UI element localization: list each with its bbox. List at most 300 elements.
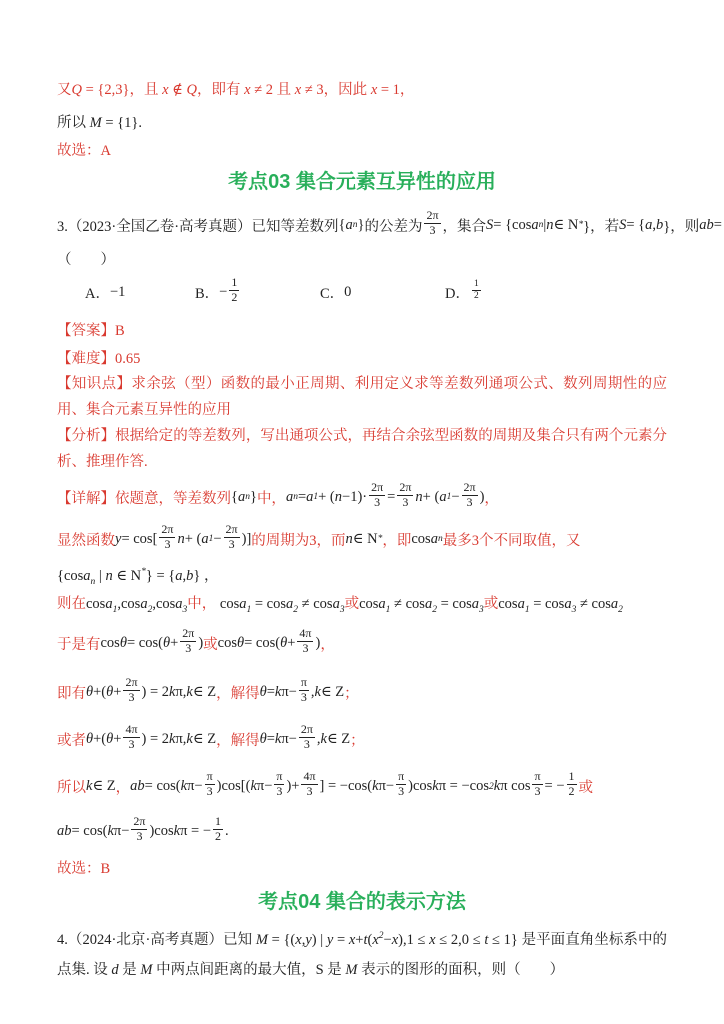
question-3-options [57,274,667,310]
text-run: −1)· [342,488,368,505]
fraction: $\frac{\pi}{3}$ [534,769,541,799]
math-var: S [619,216,627,233]
text-run: ) = 2 [141,684,170,701]
math-var: k [180,778,188,795]
detail-line-4 [57,592,667,615]
answer-choice-line [57,139,667,160]
text-run: + [113,731,122,748]
text-run: = [266,684,275,701]
math-var: a [105,595,113,612]
fraction: $\frac{2\pi}{3}$ [161,521,174,551]
text-run: π, [175,731,187,748]
text-run: π− [378,778,395,795]
subscript: 3 [339,604,345,615]
text-run: ， [200,568,219,584]
math-var: M [140,961,153,978]
text-run: + [113,684,122,701]
text-run: ) = 2 [141,731,170,748]
math-var: a [531,216,539,233]
math-var: k [186,684,193,701]
text-run: 中， [187,595,217,612]
option-label: D． [445,285,470,302]
math-var: k [372,778,379,795]
text-run: 表示的图形的面积，则（ ） [357,961,565,978]
math-var: a [286,595,294,612]
fraction: $\frac{2\pi}{3}$ [371,479,384,509]
math-var: ab [57,823,72,840]
math-var: θ [162,635,171,652]
math-var: a [175,595,183,612]
text-run: π− [281,731,297,748]
math-var: k [186,731,193,748]
text-run: = [266,731,275,748]
text-run: ∈ Z [192,684,217,701]
math-var: Q [186,82,197,98]
math-var: b [186,568,194,584]
text-run: ∈ N [352,530,378,547]
math-var: k [432,778,439,795]
fraction: $\frac{2\pi}{3}$ [182,626,195,656]
math-var: a [201,530,209,547]
math-var: a [517,595,525,612]
math-var: a [332,595,340,612]
math-var: a [645,216,653,233]
detail-line-8 [57,767,667,807]
subscript: 1 [524,604,530,615]
text-run: 【分析】根据给定的等差数列，写出通项公式，再结合余弦型函数的周期及集合只有两个元素分析、推理作答. [57,428,667,470]
math-var: a [430,530,438,547]
subscript: 3 [182,604,188,615]
subscript: n [90,576,96,587]
text-run: 中， [256,490,286,507]
detail-line-5 [57,624,667,664]
math-var: θ [237,635,245,652]
option [195,274,320,307]
fraction: $\frac{\pi}{3}$ [300,675,307,705]
knowledge-points-para [57,371,667,423]
detail-line-3 [57,564,667,587]
subscript: 2 [618,604,623,615]
text-run: ) [315,635,321,652]
text-run: ) [479,488,485,505]
math-var: x [391,931,399,948]
text-run: ∉ [168,82,187,98]
fraction: $\frac{4\pi}{3}$ [125,722,138,752]
text-run: , [182,568,187,584]
text-run: cos [216,595,240,612]
fraction: $\frac{\pi}{3}$ [398,769,405,799]
text-run: = [387,488,396,505]
text-run: π = −cos [438,778,489,795]
text-run: +( [93,731,107,748]
option [85,282,195,303]
math-var: x [295,931,302,948]
math-var: a [285,488,294,505]
subscript: 1 [112,604,118,615]
subscript: 3 [571,604,577,615]
text-run: 或者 [57,733,86,750]
text-run: } [357,216,365,233]
text-run: ,cos [152,595,176,612]
text-run: = − [544,778,565,795]
text-run: + [355,931,364,948]
text-run: = cos( [126,635,163,652]
math-var: k [173,823,181,840]
text-run: ∈ Z [326,731,351,748]
fraction: $\frac{1}{2}$ [473,279,479,301]
text-run: − [213,530,222,547]
text-run: 【详解】依题意，等差数列 [57,490,231,507]
text-run: )] [241,530,252,547]
text-run: π− [113,823,130,840]
text-run: = [333,931,349,948]
text-run: ∈ Z [192,731,217,748]
text-run: ) | [311,931,327,948]
text-run: { [231,488,238,505]
text-run: cos [86,595,106,612]
math-var: a [306,488,314,505]
text-run: cos [359,595,379,612]
text-run: + ( [422,488,440,505]
math-var: x [348,931,356,948]
text-run: 是 [118,961,141,978]
subscript: 1 [446,492,452,502]
text-run: = 1， [377,82,415,98]
text-run: , [652,216,656,233]
text-run: = {1}. [101,115,142,131]
text-run: ， [320,637,335,654]
detail-line-7 [57,720,667,760]
text-run: = {( [267,931,296,948]
fraction: $\frac{4\pi}{3}$ [303,769,316,799]
fraction: $\frac{2\pi}{3}$ [225,521,238,551]
text-run: = [297,488,307,505]
fraction: $\frac{2\pi}{3}$ [399,479,412,509]
math-var: y [326,931,334,948]
math-var: x [370,82,378,98]
text-run: 于是有 [57,637,101,654]
text-run: 或 [344,595,360,612]
math-var: a [424,595,433,612]
fraction: $\frac{2\pi}{3}$ [133,814,146,844]
math-var: a [83,568,91,584]
answer-choice-line-q3 [57,857,667,878]
math-var: a [140,595,148,612]
math-var: M [345,961,358,978]
text-run: 【答案】B [57,323,125,339]
subscript: n [538,220,544,230]
fraction: $\frac{\pi}{3}$ [206,769,213,799]
text-run: ( [367,931,373,948]
math-var: n [334,488,343,505]
option-label: B． [195,285,220,302]
text-run: ] = −cos( [319,778,373,795]
math-var: n [546,216,554,233]
math-var: k [250,778,257,795]
text-run: +( [93,684,107,701]
text-run: } [249,488,257,505]
math-var: ab [130,778,145,795]
question-3-stem [57,205,722,245]
math-var: a [610,595,619,612]
subscript: n [293,492,298,502]
text-run: π− [281,684,297,701]
math-var: k [169,731,176,748]
math-var: k [274,731,282,748]
text-run: ≤ 1} 是平面直角坐标系中的点集. 设 [57,931,668,978]
math-var: a [237,488,246,505]
math-var: y [305,931,312,948]
text-run: 故选：B [57,860,111,877]
detail-line-6 [57,673,667,713]
text-run: 即有 [57,686,86,703]
text-run: ； [344,686,359,703]
text-run: + ( [318,488,335,505]
text-run: 所以 [57,115,90,131]
math-var: k [107,823,114,840]
subscript: 2 [293,604,299,615]
text-run: = cos( [244,635,281,652]
text-run: { [338,216,346,233]
text-run: ， [115,780,131,797]
text-run: 或 [483,595,499,612]
math-var: M [255,931,268,948]
text-run: }，则 [663,218,700,235]
math-var: d [111,961,119,978]
text-run: （ ） [57,252,115,268]
text-run: ∈ Z [92,778,116,795]
math-var: k [86,778,93,795]
text-run: , [316,731,321,748]
math-var: n [345,530,353,547]
subscript: n [245,492,250,502]
subscript: 2 [432,604,437,615]
text-run: 故选：A [57,143,111,159]
text-run: )cos [149,823,174,840]
math-var: k [274,684,282,701]
math-var: t [484,931,489,948]
fraction: $\frac{2\pi}{3}$ [463,479,476,509]
text-run: }，若 [583,218,620,235]
math-var: k [169,684,176,701]
text-run: } = { [145,568,176,584]
text-run: ≠ cos [576,595,611,612]
text-run: 的周期为3，而 [251,532,346,549]
text-run: 的公差为 [364,218,423,235]
text-run: } [193,568,201,584]
text-run: | [95,568,106,584]
superscript: * [377,534,383,544]
math-var: k [314,684,321,701]
math-var: θ [259,684,267,701]
text-run: = {cos [493,216,532,233]
math-var: n [105,568,113,584]
superscript: 2 [378,930,384,941]
superscript: * [141,567,146,578]
subscript: 1 [208,534,214,544]
question-3-paren [57,248,667,269]
text-run: ),1 ≤ [398,931,430,948]
text-run: ； [350,733,365,750]
text-run: π = − [180,823,212,840]
text-run: = [713,216,722,233]
math-var: k [320,731,327,748]
math-var: M [89,115,102,131]
text-run: cos [411,530,431,547]
text-run: = cos [251,595,287,612]
math-var: x [244,82,251,98]
analysis-para [57,423,667,475]
math-var: a [564,595,572,612]
detail-line-2 [57,519,667,559]
math-var: Q [71,82,82,98]
section-heading-03: 考点03 集合元素互异性的应用 [228,171,496,193]
fraction: $\frac{1}{2}$ [215,814,222,844]
fraction: $\frac{\pi}{3}$ [276,769,283,799]
math-var: x [162,82,169,98]
text-run: − [219,283,228,300]
math-var: y [115,530,122,547]
text-run: ，即 [382,532,412,549]
math-var: θ [86,684,94,701]
math-var: n [177,530,185,547]
text-run: ∈ Z [320,684,345,701]
text-run: , [301,931,306,948]
math-var: k [493,778,501,795]
text-run: 【难度】0.65 [57,351,141,367]
text-run: ，解得 [216,686,260,703]
math-var: S [486,216,494,233]
subscript: 1 [246,604,252,615]
text-run: 【知识点】求余弦（型）函数的最小正周期、利用定义求等差数列通项公式、数列周期性的应用、集合元素互异性的应用 [57,376,667,418]
text-run: ， [484,490,499,507]
text-run: )cos[( [216,778,251,795]
question-4-stem [57,921,667,985]
math-var: x [372,931,379,948]
subscript: 1 [313,492,319,502]
text-run: ≠ 2 且 [250,82,295,98]
math-var: a [471,595,479,612]
text-run: ，集合 [442,218,487,235]
math-var: x [294,82,302,98]
text-run: = cos( [144,778,181,795]
text-run: = { [626,216,646,233]
math-var: a [239,595,247,612]
math-var: θ [259,731,267,748]
text-run: − [383,931,392,948]
subscript: n [437,534,443,544]
text-run: )+ [286,778,300,795]
text-run: = cos[ [121,530,158,547]
text-run: ≠ 3，因此 [301,82,371,98]
text-run: ≠ cos [298,595,333,612]
math-var: t [363,931,368,948]
text-run: ，即有 [197,82,245,98]
text-run: = {2,3}，且 [81,82,163,98]
text-run: −1 [109,283,126,300]
text-run: 则在 [57,595,86,612]
text-run: 最多3个不同取值，又 [442,532,581,549]
text-run: ) [198,635,204,652]
section-heading-04: 考点04 集合的表示方法 [258,890,466,913]
subscript: 1 [385,604,391,615]
text-run: 4.（2024·北京·高考真题）已知 [57,931,256,948]
solution-line-prev-q [57,78,667,99]
fraction: $\frac{4\pi}{3}$ [299,626,312,656]
text-run: = cos [529,595,565,612]
option-label: C． [320,285,345,302]
text-run: 显然函数 [57,532,115,549]
text-run: | [543,216,547,233]
text-run: ≤ 2,0 ≤ [435,931,485,948]
text-run: cos [217,635,237,652]
superscript: * [578,220,584,230]
text-run: cos [100,635,120,652]
text-run: ∈ N [112,568,142,584]
math-var: a [439,488,447,505]
text-run: π− [256,778,273,795]
text-run: ∈ N [553,216,579,233]
text-run: 3.（2023·全国乙卷·高考真题）已知等差数列 [57,218,339,235]
detail-line-9 [57,812,667,852]
math-var: a [345,216,353,233]
text-run: )cos [408,778,433,795]
text-run: cos [498,595,518,612]
text-run: ,cos [117,595,141,612]
detail-line-1 [57,477,667,517]
math-var: a [378,595,386,612]
math-var: θ [106,684,114,701]
text-run: 或 [203,637,218,654]
text-run: = cos [436,595,472,612]
fraction: $\frac{2\pi}{3}$ [125,675,138,705]
text-run: 中两点间距离的最大值，S 是 [152,961,346,978]
math-var: θ [86,731,94,748]
text-run: ≠ cos [390,595,425,612]
math-var: b [655,216,664,233]
text-run: − [451,488,460,505]
text-run: = cos( [71,823,108,840]
text-run: 所以 [57,780,86,797]
subscript: n [352,220,358,230]
difficulty-line [57,347,667,368]
text-run: {cos [57,568,84,584]
text-run: , [310,684,315,701]
answer-label-line [57,319,667,340]
text-run: + [170,635,179,652]
text-run: π, [175,684,187,701]
math-var: θ [280,635,288,652]
text-run: π− [187,778,203,795]
fraction: $\frac{2\pi}{3}$ [300,722,313,752]
subscript: 3 [478,604,484,615]
solution-line-conclusion [57,111,667,132]
subscript: 2 [147,604,153,615]
text-run: + ( [184,530,202,547]
text-run: 或 [578,780,594,797]
option [320,282,445,303]
math-var: θ [106,731,114,748]
math-var: x [429,931,436,948]
math-var: θ [119,635,127,652]
text-run: 0 [344,283,352,300]
fraction: $\frac{1}{2}$ [231,274,238,304]
math-var: n [415,488,423,505]
text-run: . [225,823,229,840]
math-var: a [175,568,183,584]
fraction: $\frac{2\pi}{3}$ [426,207,439,237]
superscript: 2 [489,781,494,792]
